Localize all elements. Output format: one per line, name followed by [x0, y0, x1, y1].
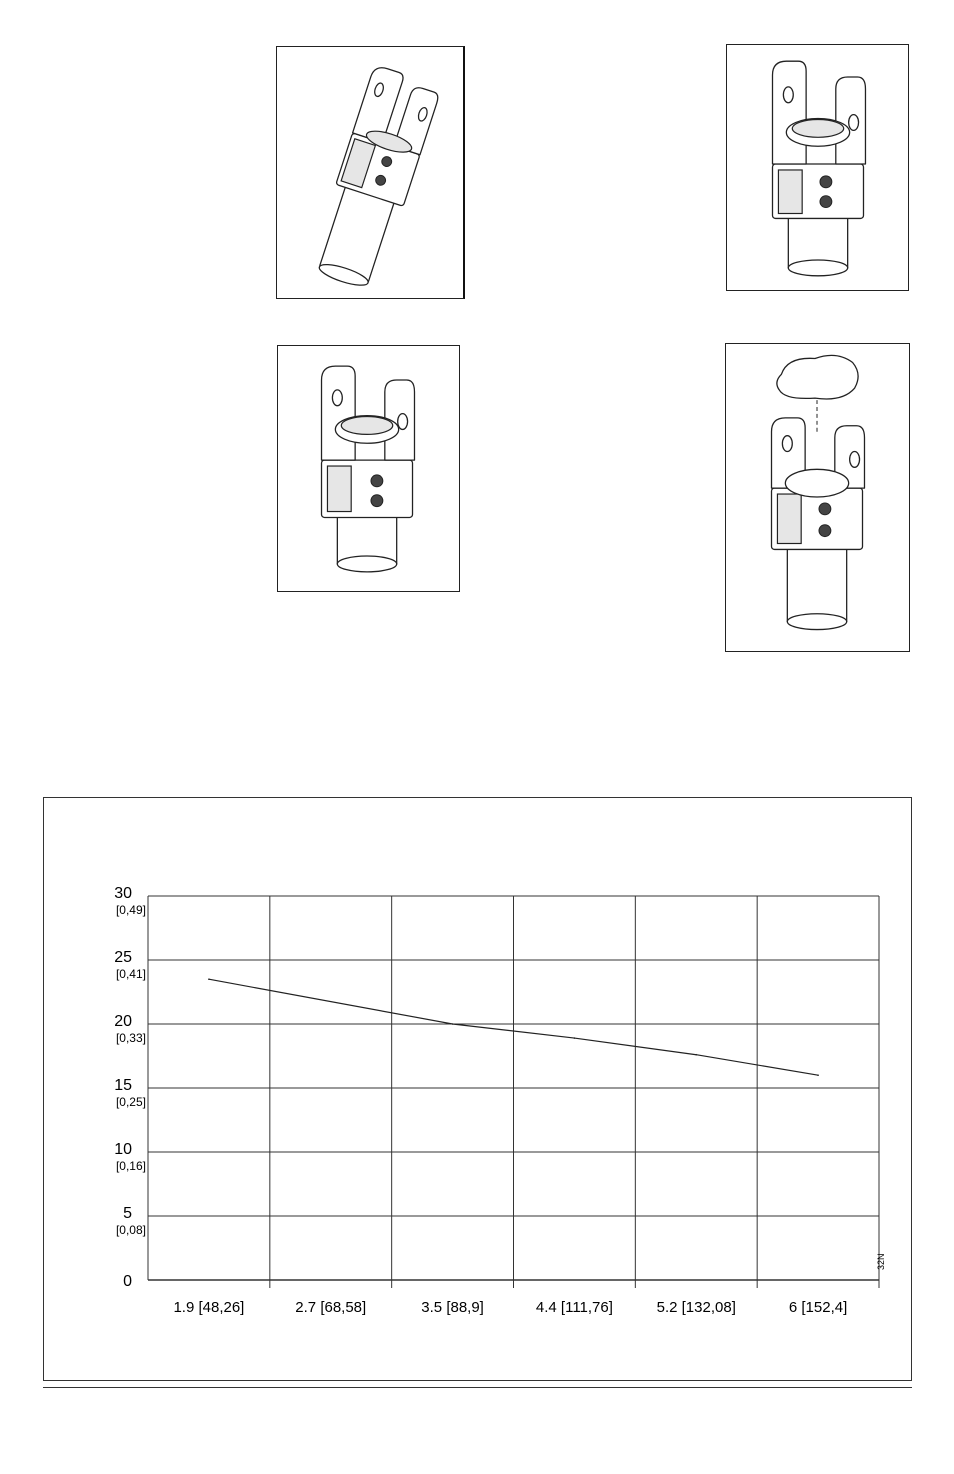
y-tick-sublabel-3: [0,25] — [115, 1095, 146, 1109]
figure-clevis-with-cap — [725, 343, 910, 652]
chart-panel — [43, 797, 912, 1381]
y-tick-label-5: 5 — [123, 1205, 132, 1222]
y-axis-ticks — [114, 885, 146, 1290]
y-tick-sublabel-0: [0,49] — [115, 903, 146, 917]
clevis-rod-end-front-icon — [278, 346, 459, 591]
data-point-0-0 — [208, 978, 210, 980]
y-tick-sublabel-2: [0,33] — [115, 1031, 146, 1045]
x-tick-label-2: 3.5 [88,9] — [421, 1299, 484, 1316]
y-tick-label-3: 15 — [114, 1077, 132, 1094]
side-label: 32N — [876, 1253, 886, 1270]
x-tick-label-0: 1.9 [48,26] — [173, 1299, 245, 1316]
y-tick-sublabel-1: [0,41] — [115, 967, 146, 981]
y-tick-label-4: 10 — [114, 1141, 132, 1158]
figure-clevis-front-1 — [726, 44, 909, 291]
figure-clevis-front-2 — [277, 345, 460, 592]
clevis-rod-end-angled-icon — [277, 47, 463, 298]
figure-clevis-angled — [276, 46, 465, 299]
x-tick-label-1: 2.7 [68,58] — [295, 1299, 367, 1316]
data-point-0-2 — [574, 1037, 576, 1039]
x-tick-label-4: 5.2 [132,08] — [656, 1299, 736, 1316]
y-tick-sublabel-4: [0,16] — [115, 1159, 146, 1173]
data-point-0-4 — [817, 1074, 819, 1076]
clevis-rod-end-front-icon — [727, 45, 908, 290]
x-tick-label-5: 6 [152,4] — [788, 1299, 848, 1316]
data-point-0-3 — [695, 1054, 697, 1056]
y-tick-label-0: 30 — [114, 885, 132, 902]
clevis-rod-end-with-cap-icon — [726, 344, 909, 651]
footer-rule — [43, 1387, 912, 1388]
x-tick-label-3: 4.4 [111,76] — [535, 1299, 613, 1316]
y-tick-label-1: 25 — [114, 949, 132, 966]
x-axis-ticks — [173, 1299, 847, 1316]
y-tick-label-2: 20 — [114, 1013, 132, 1030]
data-point-0-1 — [452, 1023, 454, 1025]
line-chart — [44, 798, 911, 1380]
chart-grid — [148, 896, 879, 1288]
y-tick-sublabel-5: [0,08] — [115, 1223, 146, 1237]
y-tick-label-6: 0 — [123, 1273, 132, 1290]
